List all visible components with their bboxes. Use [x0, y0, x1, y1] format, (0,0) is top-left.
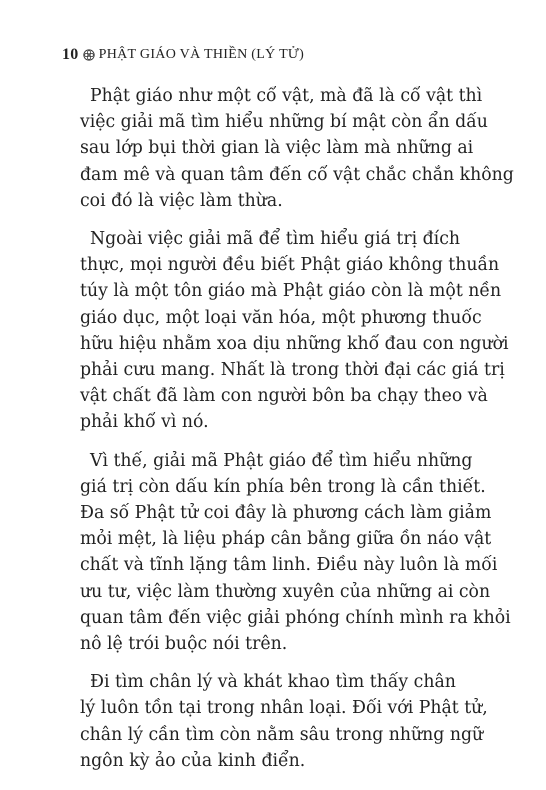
body-text	[80, 83, 535, 786]
running-head	[62, 46, 304, 64]
text-line: ngôn kỳ ảo của kinh điển.	[80, 750, 306, 771]
text-line: thực, mọi người đều biết Phật giáo không thuần	[80, 255, 500, 276]
paragraph-3	[80, 448, 535, 658]
text-line: phải cưu mang. Nhất là trong thời đại các giá trị	[80, 360, 505, 381]
text-line: vật chất đã làm con người bôn ba chạy theo và	[80, 386, 488, 407]
page-number: 10	[62, 46, 79, 63]
text-line: Đa số Phật tử coi đây là phương cách làm giảm	[80, 503, 492, 524]
flower-ornament-icon	[83, 49, 95, 61]
text-line: lý luôn tồn tại trong nhân loại. Đối với Phật tử,	[80, 698, 488, 719]
paragraph-4	[80, 669, 535, 774]
text-line: việc giải mã tìm hiểu những bí mật còn ẩn dấu	[80, 112, 488, 133]
paragraph-1	[80, 83, 535, 214]
text-line: giá trị còn dấu kín phía bên trong là cần thiết.	[80, 476, 486, 497]
text-line: phải khổ vì nó.	[80, 412, 209, 433]
running-head-title: PHẬT GIÁO VÀ THIỀN (LÝ TỬ)	[98, 47, 305, 62]
text-line: Vì thế, giải mã Phật giáo để tìm hiểu những	[90, 450, 473, 471]
text-line: Ngoài việc giải mã để tìm hiểu giá trị đích	[90, 229, 461, 250]
text-line: Đi tìm chân lý và khát khao tìm thấy chân	[90, 672, 456, 693]
text-line: ưu tư, việc làm thường xuyên của những ai còn	[80, 581, 491, 602]
text-line: sau lớp bụi thời gian là việc làm mà những ai	[80, 138, 474, 159]
text-line: túy là một tôn giáo mà Phật giáo còn là một nền	[80, 281, 502, 302]
text-line: giáo dục, một loại văn hóa, một phương thuốc	[80, 307, 482, 328]
text-line: chất và tĩnh lặng tâm linh. Điều này luôn là mối	[80, 555, 498, 576]
text-line: coi đó là việc làm thừa.	[80, 190, 283, 211]
text-line: quan tâm đến việc giải phóng chính mình ra khỏi	[80, 607, 511, 628]
paragraph-2	[80, 226, 535, 436]
text-line: nô lệ trói buộc nói trên.	[80, 634, 288, 655]
text-line: Phật giáo như một cổ vật, mà đã là cổ vật thì	[90, 86, 483, 106]
text-line: mỏi mệt, là liệu pháp cân bằng giữa ồn náo vật	[80, 529, 492, 550]
text-line: hữu hiệu nhằm xoa dịu những khổ đau con người	[80, 333, 509, 354]
text-line: chân lý cần tìm còn nằm sâu trong những ngữ	[80, 724, 484, 745]
text-line: đam mê và quan tâm đến cổ vật chắc chắn không	[80, 164, 514, 185]
